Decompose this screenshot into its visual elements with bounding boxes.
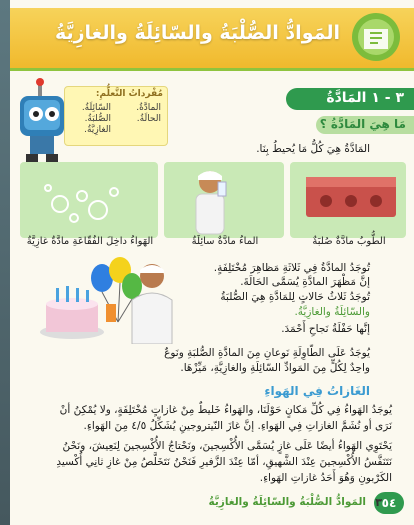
vocab-item: الغازِيَّةُ. bbox=[84, 125, 111, 135]
gases-line: نَتَنَفَّسُ الأُكْسِجينَ عِنْدَ الشَّهيقِ، أمّا عِنْدَ الزَّفيرِ فَنَحْنُ نَتَخَلَّصُ مِنْ غازِ ثانِي أُكْسيدِ bbox=[56, 456, 392, 468]
boy-drinking-image bbox=[180, 166, 240, 236]
chapter-title: المَوادُّ الصُّلْبَةُ والسّائِلَةُ والغازِيَّةُ bbox=[54, 22, 340, 44]
gases-line: الكَرْبونِ وَهُوَ أَحَدُ غازاتِ الهَواءِ. bbox=[259, 472, 392, 484]
chapter-header bbox=[10, 8, 414, 71]
vocab-item: الحالَةُ. bbox=[136, 114, 161, 124]
para-line: تُوجَدُ ثَلاثُ حَالاتٍ لِلمَادَّةِ هِيَ الصُّلبَةُ bbox=[220, 291, 370, 303]
section-bar bbox=[286, 88, 414, 110]
gases-line: يُوجَدُ الهَواءُ فِي كُلِّ مَكانٍ حَوْلَنَا، والهَواءُ خَليطٌ مِنْ غازاتٍ مُخْتَلِفَةٍ، ولا يُمْكِنُ أنْ bbox=[59, 404, 392, 416]
para-line: والسّائِلَةُ والغازِيَّةُ. bbox=[294, 306, 370, 318]
question-text: مَا هِيَ المَادَّةُ ؟ bbox=[319, 117, 406, 131]
vocabulary-heading: مُفْرداتُ التَّعلُّمِ: bbox=[95, 89, 163, 99]
robot-mascot-icon bbox=[14, 76, 70, 168]
vocab-item: المادَّةُ. bbox=[136, 103, 161, 113]
vocab-item: الصُّلبَةُ. bbox=[84, 114, 111, 124]
para-line: تُوجَدُ المادَّةُ فِي ثَلاثَةِ مَظاهِرَ مُخْتَلِفَةٍ. bbox=[213, 262, 370, 274]
question-bar bbox=[316, 116, 414, 134]
gases-line: نَرَى أو نُشَمَّ الغازاتِ فِي الهَواءِ. إنَّ غازَ النّيتروجينِ يُشَكِّلُ ٤/٥ مِنَ الهَواءِ. bbox=[83, 420, 392, 432]
vocab-item: السّائِلَةُ. bbox=[81, 103, 111, 113]
para-line: واحِدٌ لِكُلٍّ مِنَ المَوادِّ السّائِلَةِ والغازِيَّةِ، مَيِّزْهَا. bbox=[180, 362, 370, 374]
gases-line: يَحْتَوِي الهَواءُ أيضًا عَلَى غازٍ يُسَمَّى الأُكْسِجينَ، ونَحْتاجُ الأُكْسِجينَ لِنَعِيشَ، ونَحْنُ bbox=[62, 440, 392, 452]
page-edge bbox=[0, 0, 10, 525]
caption-liquid: الماءُ مادَّةٌ سائِلَةٌ bbox=[191, 236, 259, 247]
para-line: إنَّ مَظْهَرَ المادَّةِ يُسَمَّى الحَالَةَ. bbox=[240, 276, 370, 288]
boy-image bbox=[122, 260, 182, 344]
para-line: يُوجَدُ عَلَى الطّاوِلَةِ نَوعانِ مِنَ المادَّةِ الصُّلبَةِ ونَوعٌ bbox=[164, 347, 370, 359]
chapter-logo-icon bbox=[350, 11, 402, 63]
footer-chapter-title: المَوادُّ الصُّلْبَةُ والسّائِلَةُ والغازِيَّةُ bbox=[208, 496, 366, 508]
intro-line: المَادَّةُ هِيَ كُلُّ مَا يُحيطُ بِنَا. bbox=[256, 143, 370, 155]
brick-image bbox=[304, 175, 398, 219]
bubbles-image bbox=[40, 176, 130, 232]
vocabulary-box bbox=[64, 86, 168, 146]
para-line: إنَّها حَفْلَةُ نَجاحِ أَحْمَدَ. bbox=[281, 323, 370, 335]
chapter-number: ٣ bbox=[375, 496, 382, 509]
gases-heading: الغَازاتُ فِي الهَواءِ bbox=[264, 384, 370, 398]
page-number: ٥٤ bbox=[374, 492, 404, 514]
section-title: ٣ - ١ المَادَّةُ bbox=[326, 90, 404, 106]
caption-solid: الطُّوبُ مادَّةٌ صُلبَةٌ bbox=[312, 236, 386, 247]
caption-gas: الهَواءُ داخِلَ الفُقّاعَةِ مادَّةٌ غازِيَّةٌ bbox=[26, 236, 154, 247]
